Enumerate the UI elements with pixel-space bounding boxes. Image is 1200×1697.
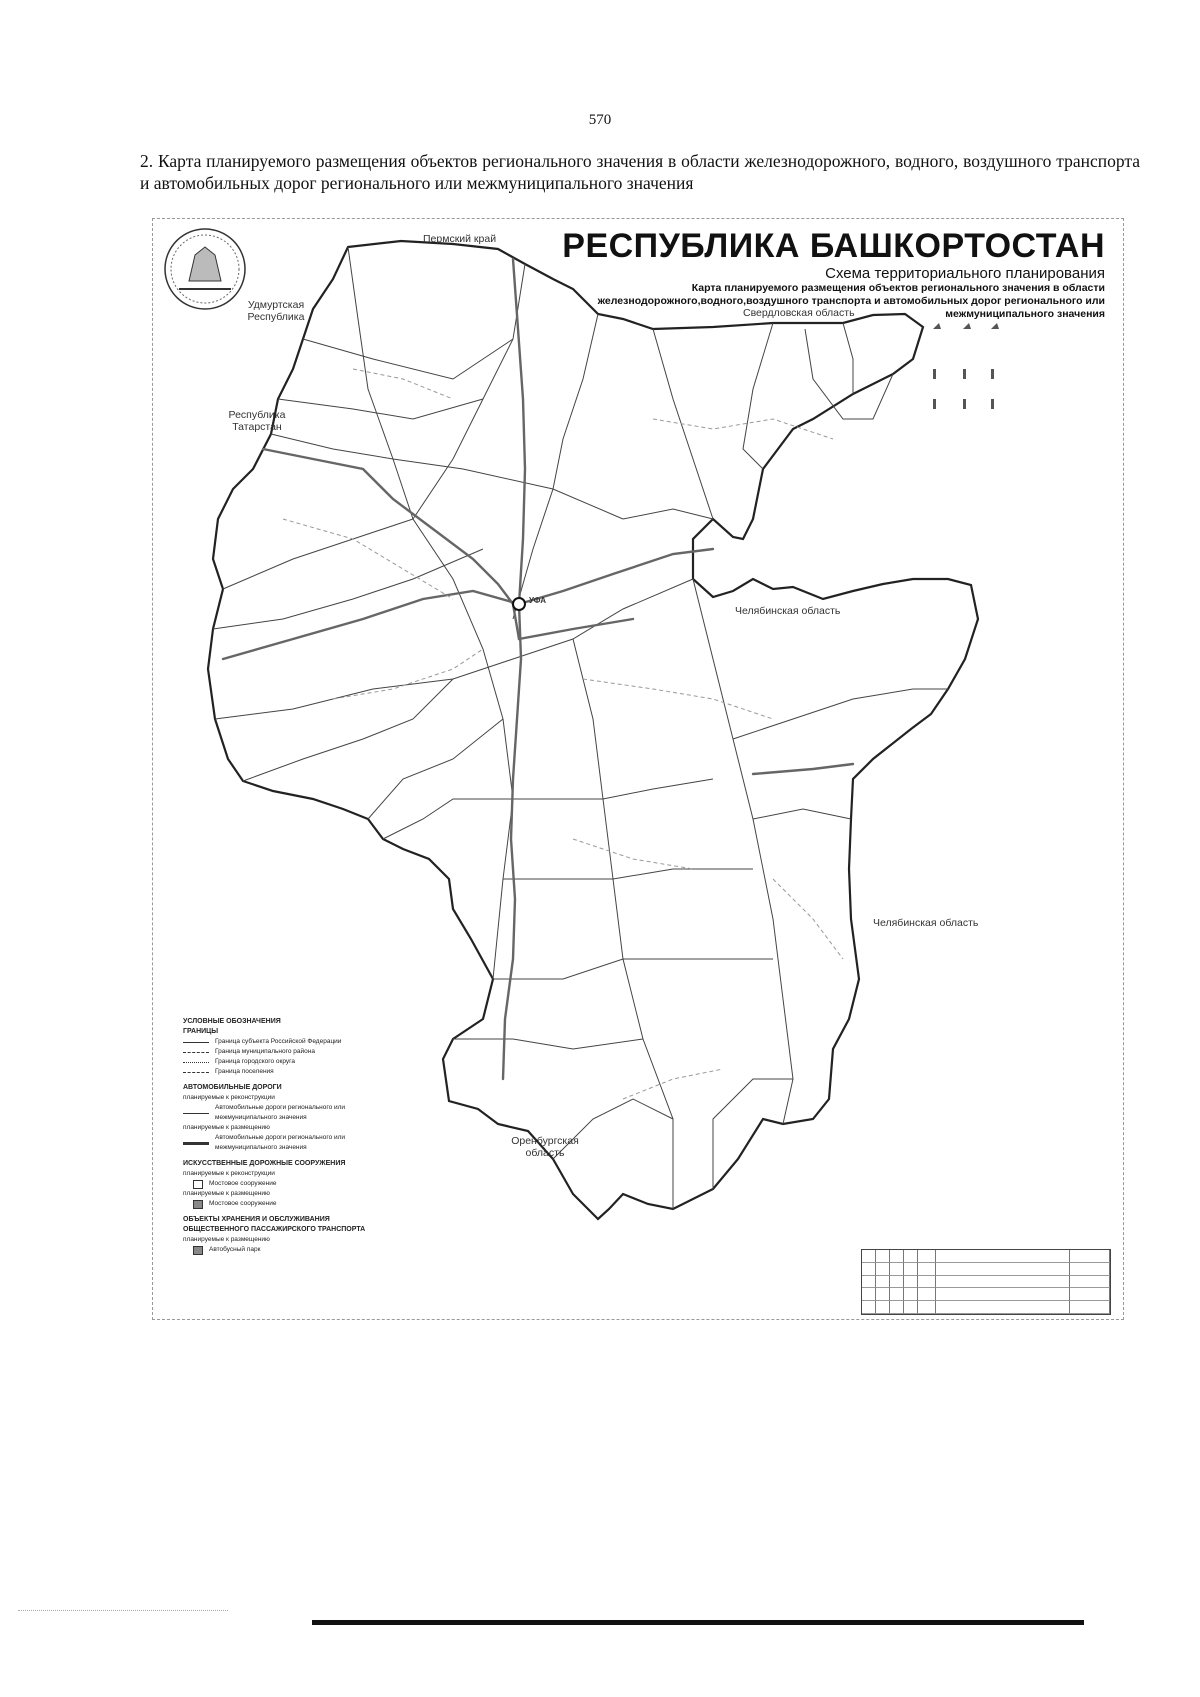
minor-roads (283, 369, 843, 1099)
legend-item: Мостовое сооружение (209, 1200, 277, 1207)
label-capital: УФА (529, 596, 547, 605)
bridge-icon (193, 1180, 203, 1189)
legend-title: УСЛОВНЫЕ ОБОЗНАЧЕНИЯ (183, 1018, 281, 1025)
transport-symbols (933, 323, 999, 409)
legend-sub: планируемые к размещению (183, 1236, 270, 1243)
legend-item: Граница субъекта Российской Федерации (215, 1038, 342, 1045)
legend-swatch (183, 1142, 209, 1145)
map-legend (183, 1017, 368, 1255)
legend-item: Автомобильные дороги регионального или межмуниципального значения (215, 1104, 346, 1121)
legend-item: Граница муниципального района (215, 1048, 315, 1055)
label-perm: Пермский край (423, 233, 497, 245)
legend-swatch (183, 1052, 209, 1053)
legend-row (183, 1133, 368, 1153)
legend-row (183, 1047, 368, 1057)
scan-artifact (18, 1610, 228, 1613)
legend-row (183, 1245, 368, 1255)
legend-item: Граница поселения (215, 1068, 274, 1075)
legend-sub: планируемые к реконструкции (183, 1170, 275, 1177)
legend-sub: планируемые к размещению (183, 1124, 270, 1131)
legend-swatch (183, 1042, 209, 1043)
legend-row (183, 1037, 368, 1047)
bridge-icon (193, 1200, 203, 1209)
legend-swatch (183, 1113, 209, 1114)
legend-item: Мостовое сооружение (209, 1180, 277, 1187)
legend-sub: планируемые к размещению (183, 1190, 270, 1197)
page-number: 570 (588, 112, 612, 128)
label-orenburg: Оренбургская область (511, 1135, 579, 1159)
legend-structures-heading: ИСКУССТВЕННЫЕ ДОРОЖНЫЕ СООРУЖЕНИЯ (183, 1160, 346, 1167)
label-sverdlovsk: Свердловская область (743, 307, 855, 319)
label-chelyabinsk-east: Челябинская область (873, 917, 979, 929)
bus-depot-icon (193, 1246, 203, 1255)
map-description: Карта планируемого размещения объектов регионального значения в области железнодорожного,водного,воздушного транспорта и автомобильных дорог регионального или межмуниципального значения (597, 282, 1105, 320)
legend-transport-heading: ОБЪЕКТЫ ХРАНЕНИЯ И ОБСЛУЖИВАНИЯ ОБЩЕСТВЕННОГО ПАССАЖИРСКОГО ТРАНСПОРТА (183, 1216, 366, 1233)
legend-swatch (183, 1072, 209, 1073)
legend-item: Граница городского округа (215, 1058, 295, 1065)
capital-marker (513, 598, 525, 610)
map-subtitle: Схема территориального планирования (825, 265, 1105, 282)
legend-row (183, 1103, 368, 1123)
legend-item: Автомобильные дороги регионального или межмуниципального значения (215, 1134, 346, 1151)
legend-sub: планируемые к реконструкции (183, 1094, 275, 1101)
legend-roads-heading: АВТОМОБИЛЬНЫЕ ДОРОГИ (183, 1084, 282, 1091)
legend-row (183, 1179, 368, 1189)
legend-swatch (183, 1062, 209, 1063)
label-tatarstan: Республика Татарстан (228, 409, 286, 433)
drawing-stamp (861, 1249, 1111, 1315)
roads (223, 259, 853, 1079)
legend-row (183, 1057, 368, 1067)
label-chelyabinsk-north: Челябинская область (735, 605, 841, 617)
map-frame (152, 218, 1124, 1320)
legend-item: Автобусный парк (209, 1246, 261, 1253)
emblem-seal (165, 229, 245, 309)
legend-borders-heading: ГРАНИЦЫ (183, 1028, 219, 1035)
scan-edge-bar (312, 1620, 1084, 1625)
label-udmurtia: Удмуртская Республика (247, 299, 305, 323)
map-title: РЕСПУБЛИКА БАШКОРТОСТАН (562, 227, 1105, 265)
legend-row (183, 1067, 368, 1077)
legend-row (183, 1199, 368, 1209)
map-caption: 2. Карта планируемого размещения объектов регионального значения в области железнодорожного, водного, воздушного транспорта и автомобильных дорог регионального или межмуниципального значения (140, 151, 1140, 193)
